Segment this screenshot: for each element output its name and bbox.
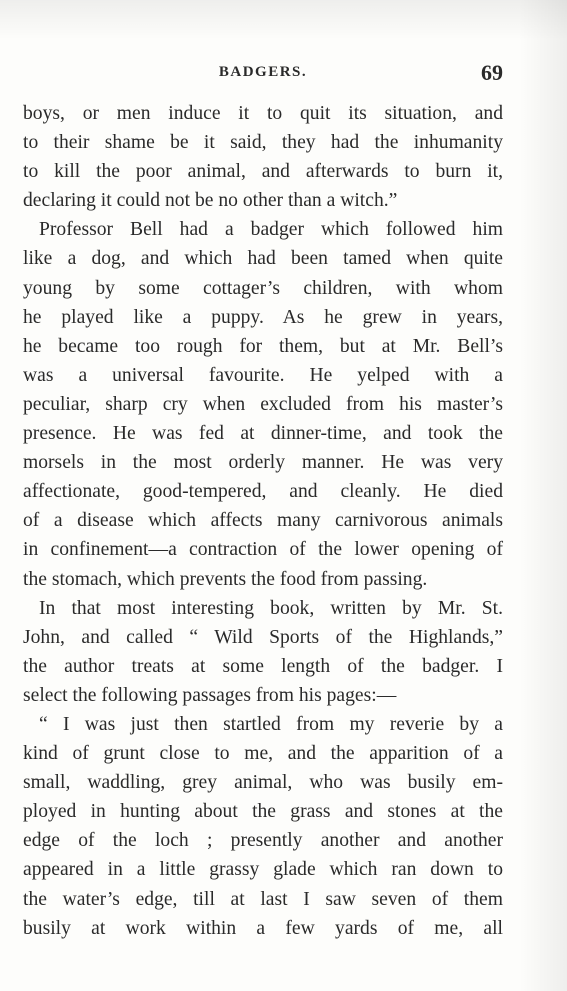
text-line: “ I was just then startled from my reverie by a [39, 713, 503, 735]
text-line: affectionate, good-tempered, and cleanly. He died [23, 481, 503, 503]
text-line: busily at work within a few yards of me, all [23, 917, 503, 939]
text-line: of a disease which affects many carnivorous animals [23, 510, 503, 532]
text-line: he played like a puppy. As he grew in years, [23, 306, 503, 328]
text-line: select the following passages from his pages:— [23, 684, 397, 706]
running-head [23, 62, 503, 88]
text-line: like a dog, and which had been tamed when quite [23, 248, 503, 270]
text-line: kind of grunt close to me, and the apparition of a [23, 743, 503, 765]
text-line: in confinement—a contraction of the lower opening of [23, 539, 503, 561]
text-line: Professor Bell had a badger which followed him [39, 219, 503, 241]
text-line: he became too rough for them, but at Mr. Bell’s [23, 335, 503, 357]
page-shadow-right [519, 0, 567, 991]
text-line: declaring it could not be no other than a witch.” [23, 190, 398, 212]
text-line: edge of the loch ; presently another and another [23, 830, 503, 852]
page-shadow-top [0, 0, 567, 40]
text-line: peculiar, sharp cry when excluded from his master’s [23, 393, 503, 415]
text-line: morsels in the most orderly manner. He was very [23, 452, 503, 474]
text-line: the water’s edge, till at last I saw seven of them [23, 888, 503, 910]
text-line: In that most interesting book, written by Mr. St. [39, 597, 503, 619]
text-line: young by some cottager’s children, with whom [23, 277, 503, 299]
page-number: 69 [481, 60, 503, 85]
text-line: to kill the poor animal, and afterwards to burn it, [23, 161, 503, 183]
text-line: the author treats at some length of the badger. I [23, 655, 503, 677]
body-text [23, 99, 503, 943]
text-line: ployed in hunting about the grass and stones at the [23, 801, 503, 823]
text-line: to their shame be it said, they had the inhumanity [23, 132, 503, 154]
text-line: small, waddling, grey animal, who was busily em- [23, 772, 503, 794]
text-line: the stomach, which prevents the food from passing. [23, 568, 428, 590]
text-line: presence. He was fed at dinner-time, and took the [23, 423, 503, 445]
running-title: BADGERS. [218, 64, 308, 80]
text-line: John, and called “ Wild Sports of the Highlands,” [23, 626, 503, 648]
text-line: boys, or men induce it to quit its situation, and [23, 103, 503, 124]
text-line: was a universal favourite. He yelped with a [23, 364, 503, 386]
text-line: appeared in a little grassy glade which ran down to [23, 859, 503, 881]
